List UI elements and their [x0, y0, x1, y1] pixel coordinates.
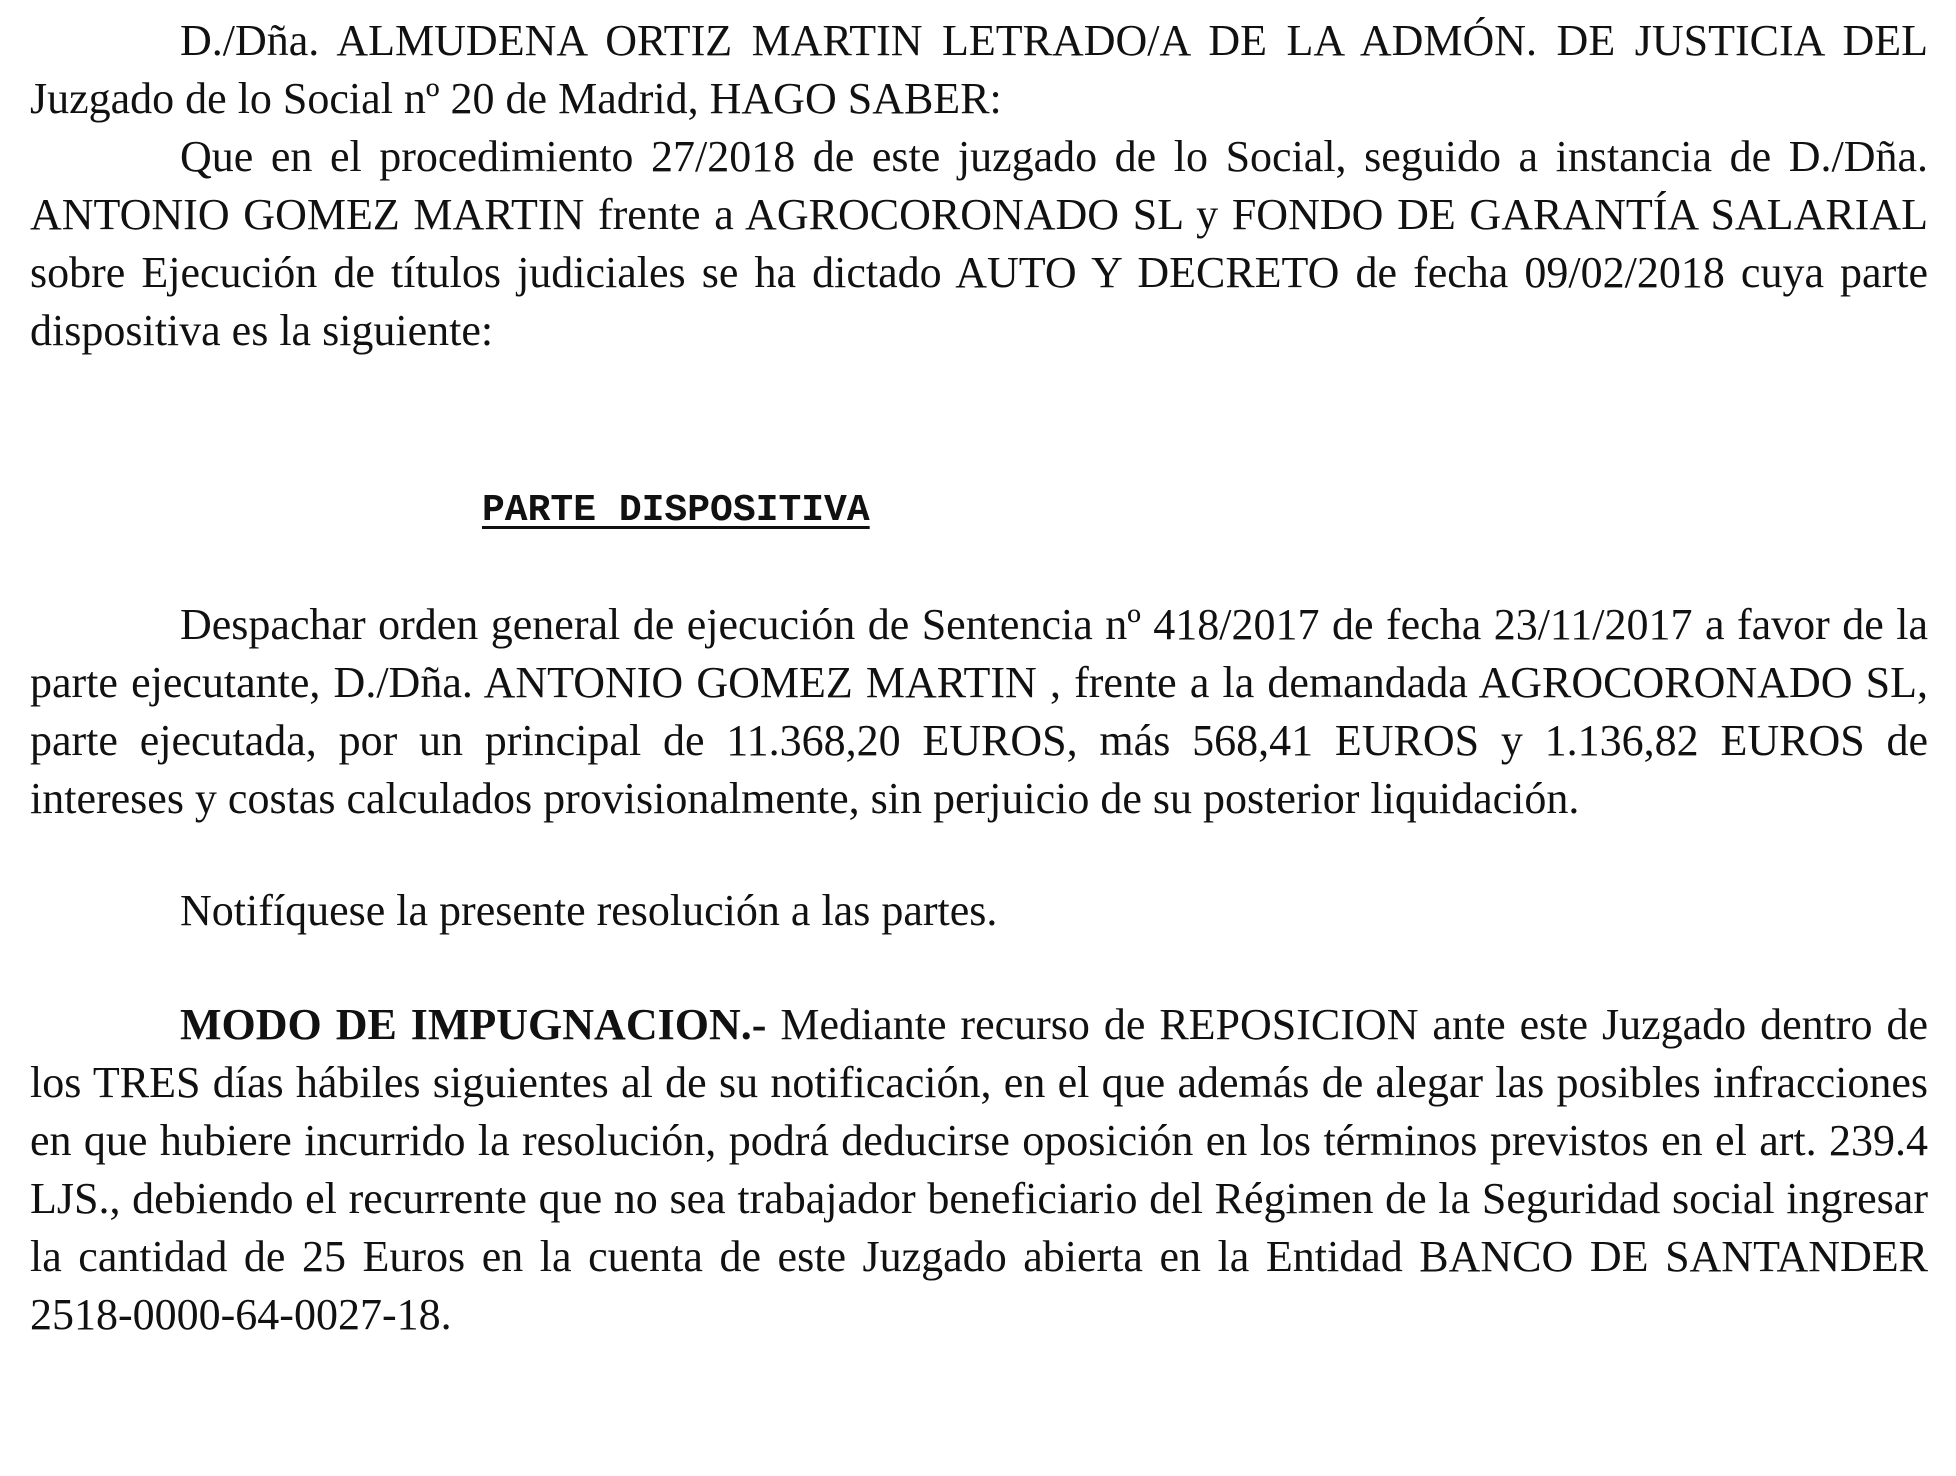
spacer	[30, 828, 1928, 882]
order-paragraph: Despachar orden general de ejecución de Sentencia nº 418/2017 de fecha 23/11/2017 a favor de la parte ejecutante, D./Dña. ANTONIO GOMEZ MARTIN , frente a la demandada AGROCORONADO SL, parte ejecutada, por un principal de 11.368,20 EUROS, más 568,41 EUROS y 1.136,82 EUROS de intereses y costas calculados provisionalmente, sin perjuicio de su posterior liquidación.	[30, 600, 1928, 823]
notify-paragraph: Notifíquese la presente resolución a las partes.	[180, 886, 998, 935]
impugnation-text: Mediante recurso de REPOSICION ante este Juzgado dentro de los TRES días hábiles siguientes al de su notificación, en el que además de alegar las posibles infracciones en que hubiere incurrido la resolución, podrá deducirse oposición en los términos previstos en el art. 239.4 LJS., debiendo el recurrente que no sea trabajador beneficiario del Régimen de la Seguridad social ingresar la cantidad de 25 Euros en la cuenta de este Juzgado abierta en la Entidad BANCO DE SANTANDER 2518-0000-64-0027-18.	[30, 1000, 1928, 1339]
intro-paragraph: D./Dña. ALMUDENA ORTIZ MARTIN LETRADO/A DE LA ADMÓN. DE JUSTICIA DEL Juzgado de lo Social nº 20 de Madrid, HAGO SABER:	[30, 16, 1928, 123]
document-page	[30, 12, 1928, 1344]
impugnation-lead: MODO DE IMPUGNACION.-	[180, 1000, 767, 1049]
spacer	[30, 940, 1928, 996]
spacer	[30, 540, 1928, 596]
impugnation-paragraph	[30, 996, 1928, 1344]
section-heading: PARTE DISPOSITIVA	[482, 489, 870, 532]
spacer	[30, 360, 1928, 482]
procedure-paragraph: Que en el procedimiento 27/2018 de este juzgado de lo Social, seguido a instancia de D./Dña. ANTONIO GOMEZ MARTIN frente a AGROCORONADO SL y FONDO DE GARANTÍA SALARIAL sobre Ejecución de títulos judiciales se ha dictado AUTO Y DECRETO de fecha 09/02/2018 cuya parte dispositiva es la siguiente:	[30, 132, 1928, 355]
